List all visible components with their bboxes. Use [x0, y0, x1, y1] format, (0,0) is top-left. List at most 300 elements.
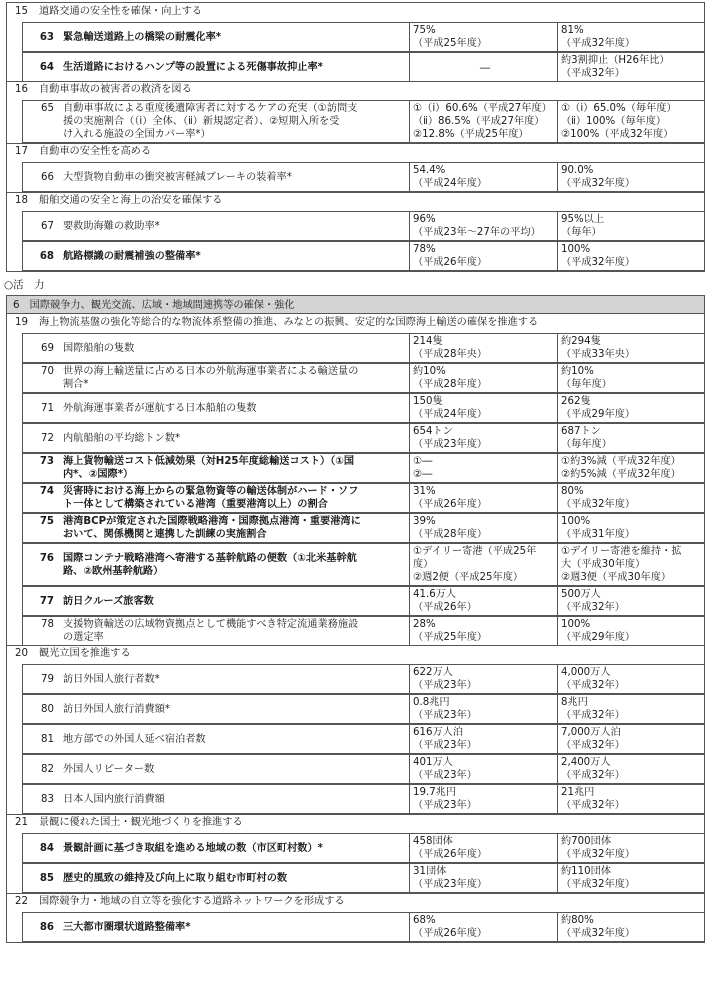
- metric-row: [22, 912, 410, 942]
- target-value: [558, 393, 705, 423]
- metric-row: [22, 586, 410, 616]
- target-lines: [561, 395, 705, 421]
- target-lines: [561, 835, 705, 861]
- metric-label: [63, 61, 403, 74]
- baseline-line: 622万人: [413, 667, 453, 678]
- baseline-value: [410, 393, 558, 423]
- target-lines: [561, 243, 705, 269]
- baseline-line: ②―: [413, 469, 433, 480]
- baseline-line: ②12.8%（平成25年度）: [413, 129, 529, 140]
- metric-label-line: の選定率: [63, 632, 104, 643]
- metric-label-line: 三大都市圏環状道路整備率*: [63, 921, 191, 933]
- baseline-line: （平成26年度）: [413, 499, 488, 510]
- metric-label-line: 生活道路におけるハンプ等の設置による死傷事故抑止率*: [63, 61, 324, 73]
- metric-label-line: 割合*: [63, 379, 89, 390]
- group-number: 16: [15, 84, 28, 95]
- metric-number: 78: [41, 619, 54, 630]
- metric-row: [22, 162, 410, 192]
- metric-label-line: 災害時における海上からの緊急物資等の輸送体制がハード・ソフ: [63, 486, 359, 497]
- metric-row: [22, 453, 410, 483]
- baseline-value: [410, 513, 558, 543]
- target-value: [558, 52, 705, 82]
- metric-number: 86: [39, 921, 54, 933]
- metric-label-line: 地方部での外国人延べ宿泊者数: [63, 733, 206, 745]
- group-20: [6, 645, 705, 815]
- target-value: [558, 784, 705, 814]
- group-16: [6, 81, 705, 144]
- metric-label-line: 外航海運事業者が運航する日本船舶の隻数: [63, 402, 257, 414]
- baseline-line: （平成28年央）: [413, 349, 488, 360]
- target-line: （平成32年）: [561, 602, 625, 613]
- target-line: 2,400万人: [561, 757, 611, 768]
- metric-label-line: 歴史的風致の維持及び向上に取り組む市町村の数: [63, 872, 288, 884]
- baseline-line: 31団体: [413, 866, 447, 877]
- group-number: 21: [15, 817, 28, 828]
- baseline-line: （平成25年度）: [413, 632, 488, 643]
- target-line: 約294隻: [561, 336, 601, 347]
- baseline-lines: [413, 213, 557, 239]
- target-line: （平成29年度）: [561, 632, 636, 643]
- baseline-line: 0.8兆円: [413, 697, 450, 708]
- metric-label: [63, 171, 403, 184]
- target-lines: [561, 726, 705, 752]
- metric-number: 84: [39, 842, 54, 854]
- baseline-line: 度）: [413, 559, 434, 570]
- target-lines: [561, 455, 705, 481]
- metric-number: 70: [41, 366, 54, 377]
- target-line: （平成32年度）: [561, 849, 636, 860]
- baseline-line: 約10%: [413, 366, 446, 377]
- metric-row: [22, 241, 410, 271]
- target-value: [558, 616, 705, 646]
- target-line: 大（平成30年度）: [561, 559, 646, 570]
- target-lines: [561, 102, 705, 141]
- target-value: [558, 833, 705, 863]
- metric-label: [63, 365, 403, 391]
- metric-label-line: 緊急輸送道路上の橋梁の耐震化率*: [63, 31, 222, 43]
- target-line: 約3割抑止（H26年比）: [561, 55, 670, 66]
- target-value: [558, 754, 705, 784]
- baseline-line: （平成26年度）: [413, 928, 488, 939]
- target-lines: [561, 618, 705, 644]
- baseline-lines: [413, 425, 557, 451]
- metric-label: [63, 872, 403, 885]
- target-value: [558, 333, 705, 363]
- target-line: ①約3%減（平成32年度）: [561, 456, 681, 467]
- target-line: 80%: [561, 486, 584, 497]
- target-line: 90.0%: [561, 165, 594, 176]
- baseline-line: 96%: [413, 214, 436, 225]
- baseline-lines: [413, 914, 557, 940]
- target-lines: [561, 485, 705, 511]
- target-line: 21兆円: [561, 787, 595, 798]
- metric-label: [63, 485, 403, 511]
- baseline-line: ①（ⅰ）60.6%（平成27年度）: [413, 103, 552, 114]
- metric-number: 73: [39, 456, 54, 467]
- metric-label-line: 訪日クルーズ旅客数: [63, 595, 154, 607]
- baseline-value: [410, 483, 558, 513]
- target-line: 約700団体: [561, 836, 612, 847]
- metric-row: [22, 393, 410, 423]
- baseline-line: 39%: [413, 516, 436, 527]
- target-lines: [561, 425, 705, 451]
- target-line: 81%: [561, 25, 584, 36]
- baseline-line: 78%: [413, 244, 436, 255]
- baseline-line: 41.6万人: [413, 589, 457, 600]
- baseline-lines: [413, 666, 557, 692]
- baseline-line: 150隻: [413, 396, 443, 407]
- metric-label-line: 国際船舶の隻数: [63, 342, 135, 354]
- target-line: （毎年度）: [561, 379, 612, 390]
- target-value: [558, 724, 705, 754]
- target-line: （平成32年度）: [561, 879, 636, 890]
- baseline-value: [410, 22, 558, 52]
- baseline-line: （平成23年度）: [413, 439, 488, 450]
- metric-label-line: 日本人国内旅行消費額: [63, 793, 165, 805]
- target-lines: [561, 756, 705, 782]
- target-value: [558, 586, 705, 616]
- baseline-value: [410, 211, 558, 241]
- group-18: [6, 192, 705, 272]
- metric-label-line: 訪日外国人旅行者数*: [63, 673, 160, 685]
- target-line: 約10%: [561, 366, 594, 377]
- target-line: （平成33年央）: [561, 349, 636, 360]
- group-number: 18: [15, 195, 28, 206]
- baseline-lines: [413, 726, 557, 752]
- metric-label: [63, 793, 403, 806]
- metric-number: 79: [41, 673, 54, 685]
- group-number: 19: [15, 317, 28, 328]
- metric-row: [22, 754, 410, 784]
- target-line: （平成32年度）: [561, 178, 636, 189]
- metric-row: [22, 363, 410, 393]
- baseline-line: （平成23年）: [413, 770, 477, 781]
- metric-label-line: 援の実施割合（（ⅰ）全体、（ⅱ）新規認定者）、②短期入所を受: [63, 116, 340, 127]
- baseline-line: （平成25年度）: [413, 38, 488, 49]
- metric-label-line: け入れる施設の全国カバー率*）: [63, 129, 211, 140]
- baseline-lines: [413, 835, 557, 861]
- metric-label: [63, 552, 403, 578]
- target-line: （毎年）: [561, 227, 602, 238]
- baseline-line: （平成24年度）: [413, 409, 488, 420]
- target-lines: [561, 365, 705, 391]
- group-title: 観光立国を推進する: [39, 648, 131, 659]
- metric-label-line: 支援物資輸送の広域物資拠点として機能すべき特定流通業務施設: [63, 619, 359, 630]
- target-lines: [561, 54, 705, 80]
- baseline-line: ①デイリー寄港（平成25年: [413, 546, 537, 557]
- baseline-line: （平成24年度）: [413, 178, 488, 189]
- baseline-value: [410, 664, 558, 694]
- metric-label-line: 海上貨物輸送コスト低減効果（対H25年度総輸送コスト）（①国: [63, 456, 355, 467]
- target-line: 7,000万人泊: [561, 727, 621, 738]
- metric-number: 68: [39, 250, 54, 262]
- target-value: [558, 363, 705, 393]
- metric-number: 65: [41, 103, 54, 114]
- baseline-value: [410, 724, 558, 754]
- target-line: 262隻: [561, 396, 591, 407]
- metric-number: 64: [39, 61, 54, 73]
- baseline-lines: [413, 545, 557, 584]
- baseline-value: [410, 333, 558, 363]
- target-lines: [561, 515, 705, 541]
- metric-row: [22, 22, 410, 52]
- target-value: [558, 22, 705, 52]
- metric-number: 74: [39, 486, 54, 497]
- baseline-value: [410, 863, 558, 893]
- target-value: [558, 694, 705, 724]
- target-line: （平成32年）: [561, 710, 625, 721]
- baseline-line: （平成23年）: [413, 800, 477, 811]
- baseline-line: 54.4%: [413, 165, 446, 176]
- target-line: （平成32年）: [561, 680, 625, 691]
- baseline-line: （平成23年度）: [413, 879, 488, 890]
- baseline-value: [410, 363, 558, 393]
- baseline-value: [410, 453, 558, 483]
- metric-number: 67: [41, 220, 54, 232]
- target-line: ②100%（平成32年度）: [561, 129, 674, 140]
- baseline-lines: [413, 588, 557, 614]
- group-15: [6, 2, 705, 82]
- target-line: 687トン: [561, 426, 601, 437]
- baseline-line: ①―: [413, 456, 433, 467]
- metric-label: [63, 733, 403, 746]
- baseline-line: 28%: [413, 619, 436, 630]
- baseline-line: 214隻: [413, 336, 443, 347]
- target-line: （平成32年度）: [561, 257, 636, 268]
- metric-row: [22, 100, 410, 143]
- baseline-line: 31%: [413, 486, 436, 497]
- metric-label-line: 路、②欧州基幹航路）: [63, 565, 164, 577]
- metric-label-line: 訪日外国人旅行消費額*: [63, 703, 170, 715]
- metric-label-line: おいて、関係機関と連携した訓練の実施割合: [63, 529, 267, 540]
- target-lines: [561, 588, 705, 614]
- group-number: 22: [15, 896, 28, 907]
- metric-row: [22, 664, 410, 694]
- baseline-value: [410, 912, 558, 942]
- baseline-line: 68%: [413, 915, 436, 926]
- group-title: 船舶交通の安全と海上の治安を確保する: [39, 195, 223, 206]
- metric-number: 81: [41, 733, 54, 745]
- metric-label: [63, 455, 403, 481]
- baseline-value: [410, 543, 558, 586]
- baseline-value: [410, 162, 558, 192]
- target-line: （ⅱ）100%（毎年度）: [561, 116, 667, 127]
- baseline-line: （ⅱ）86.5%（平成27年度）: [413, 116, 545, 127]
- metric-number: 66: [41, 171, 54, 183]
- target-value: [558, 241, 705, 271]
- group-17: [6, 143, 705, 193]
- baseline-lines: [413, 485, 557, 511]
- target-line: （平成32年度）: [561, 38, 636, 49]
- metric-label: [63, 342, 403, 355]
- metric-number: 85: [39, 872, 54, 884]
- baseline-lines: [413, 62, 557, 75]
- target-value: [558, 423, 705, 453]
- target-value: [558, 100, 705, 143]
- target-line: 500万人: [561, 589, 601, 600]
- metric-row: [22, 333, 410, 363]
- baseline-value: [410, 784, 558, 814]
- baseline-lines: [413, 865, 557, 891]
- target-lines: [561, 164, 705, 190]
- target-line: （平成32年）: [561, 68, 625, 79]
- target-lines: [561, 335, 705, 361]
- target-line: 95%以上: [561, 214, 605, 225]
- baseline-lines: [413, 515, 557, 541]
- metric-label-line: 内航船舶の平均総トン数*: [63, 432, 181, 444]
- metric-label: [63, 842, 403, 855]
- metric-label-line: 自動車事故による重度後遺障害者に対するケアの充実（①訪問支: [63, 103, 358, 114]
- metric-label-line: 景観計画に基づき取組を進める地域の数（市区町村数）*: [63, 842, 324, 854]
- metric-row: [22, 833, 410, 863]
- metric-number: 72: [41, 432, 54, 444]
- target-value: [558, 543, 705, 586]
- metric-label: [63, 921, 403, 934]
- metric-row: [22, 616, 410, 646]
- target-lines: [561, 666, 705, 692]
- target-value: [558, 513, 705, 543]
- baseline-value: [410, 833, 558, 863]
- baseline-line: 458団体: [413, 836, 453, 847]
- target-value: [558, 912, 705, 942]
- metric-label-line: 外国人リピーター数: [63, 763, 155, 775]
- target-line: 約110団体: [561, 866, 612, 877]
- baseline-lines: [413, 756, 557, 782]
- metric-label: [63, 673, 403, 686]
- metric-row: [22, 863, 410, 893]
- target-value: [558, 664, 705, 694]
- target-value: [558, 453, 705, 483]
- metric-row: [22, 694, 410, 724]
- metric-label: [63, 595, 403, 608]
- section-heading: [0, 275, 300, 295]
- metric-row: [22, 211, 410, 241]
- baseline-line: 654トン: [413, 426, 453, 437]
- group-title: 自動車の安全性を高める: [39, 146, 152, 157]
- baseline-value: [410, 616, 558, 646]
- target-line: （平成31年度）: [561, 529, 636, 540]
- metric-label-line: 港湾BCPが策定された国際戦略港湾・国際拠点港湾・重要港湾に: [63, 516, 361, 527]
- baseline-line: 75%: [413, 25, 436, 36]
- baseline-line: （平成28年度）: [413, 379, 488, 390]
- baseline-line: 401万人: [413, 757, 453, 768]
- metric-label: [63, 31, 403, 44]
- metric-label-line: 要救助海難の救助率*: [63, 220, 160, 232]
- baseline-lines: [413, 455, 557, 481]
- metric-row: [22, 423, 410, 453]
- baseline-lines: [413, 618, 557, 644]
- baseline-lines: [413, 164, 557, 190]
- group-number: 17: [15, 146, 28, 157]
- metric-label-line: 大型貨物自動車の衝突被害軽減ブレーキの装着率*: [63, 171, 292, 183]
- metric-row: [22, 724, 410, 754]
- metric-label: [63, 618, 403, 644]
- target-line: （毎年度）: [561, 439, 612, 450]
- target-line: 100%: [561, 619, 591, 630]
- metric-row: [22, 483, 410, 513]
- target-lines: [561, 914, 705, 940]
- group-title: 道路交通の安全性を確保・向上する: [39, 6, 202, 17]
- metric-label-line: ト一体として構築されている港湾（重要港湾以上）の割合: [63, 499, 328, 510]
- metric-label: [63, 250, 403, 263]
- metric-label-line: 航路標識の耐震補強の整備率*: [63, 250, 201, 262]
- metric-number: 77: [39, 595, 54, 607]
- baseline-value: [410, 586, 558, 616]
- target-line: 8兆円: [561, 697, 588, 708]
- baseline-line: （平成26年度）: [413, 849, 488, 860]
- category-title: 6 国際競争力、観光交流、広域・地域間連携等の確保・強化: [13, 300, 295, 311]
- baseline-line: ②週2便（平成25年度）: [413, 572, 524, 583]
- baseline-line: （平成26年）: [413, 602, 477, 613]
- baseline-value: [410, 754, 558, 784]
- target-line: 100%: [561, 516, 591, 527]
- baseline-value: [410, 100, 558, 143]
- target-lines: [561, 786, 705, 812]
- metric-label: [63, 220, 403, 233]
- target-lines: [561, 545, 705, 584]
- target-line: （平成32年）: [561, 740, 625, 751]
- metric-number: 75: [39, 516, 54, 527]
- target-line: （平成32年）: [561, 800, 625, 811]
- target-lines: [561, 24, 705, 50]
- metric-label-line: 内*、②国際*）: [63, 469, 134, 480]
- baseline-lines: [413, 335, 557, 361]
- target-line: （平成32年度）: [561, 928, 636, 939]
- metric-number: 80: [41, 703, 54, 715]
- group-title: 自動車事故の被害者の救済を図る: [39, 84, 192, 95]
- target-line: 4,000万人: [561, 667, 611, 678]
- category-header: [6, 295, 705, 313]
- baseline-line: （平成23年）: [413, 740, 477, 751]
- target-line: ①デイリー寄港を維持・拡: [561, 546, 682, 557]
- group-19: [6, 313, 705, 646]
- baseline-lines: [413, 395, 557, 421]
- baseline-value: [410, 423, 558, 453]
- metric-row: [22, 513, 410, 543]
- baseline-lines: [413, 696, 557, 722]
- group-title: 国際競争力・地域の自立等を強化する道路ネットワークを形成する: [39, 896, 345, 907]
- target-line: ②週3便（平成30年度）: [561, 572, 672, 583]
- metric-number: 71: [41, 402, 54, 414]
- metric-number: 69: [41, 342, 54, 354]
- group-22: [6, 893, 705, 943]
- metric-label: [63, 432, 403, 445]
- baseline-line: 19.7兆円: [413, 787, 457, 798]
- metric-row: [22, 52, 410, 82]
- target-value: [558, 211, 705, 241]
- target-value: [558, 483, 705, 513]
- baseline-lines: [413, 365, 557, 391]
- baseline-lines: [413, 786, 557, 812]
- target-line: ①（ⅰ）65.0%（毎年度）: [561, 103, 677, 114]
- metric-label: [63, 763, 403, 776]
- target-lines: [561, 213, 705, 239]
- metric-label: [63, 703, 403, 716]
- target-line: （平成32年度）: [561, 499, 636, 510]
- section-title: ○活 力: [4, 279, 45, 291]
- target-line: （平成32年）: [561, 770, 625, 781]
- metric-label: [63, 515, 403, 541]
- baseline-lines: [413, 102, 557, 141]
- metric-number: 63: [39, 31, 54, 43]
- group-number: 20: [15, 648, 28, 659]
- metric-row: [22, 543, 410, 586]
- target-line: 約80%: [561, 915, 594, 926]
- metric-number: 82: [41, 763, 54, 775]
- baseline-line: ―: [479, 62, 491, 74]
- baseline-line: （平成28年度）: [413, 529, 488, 540]
- target-line: 100%: [561, 244, 591, 255]
